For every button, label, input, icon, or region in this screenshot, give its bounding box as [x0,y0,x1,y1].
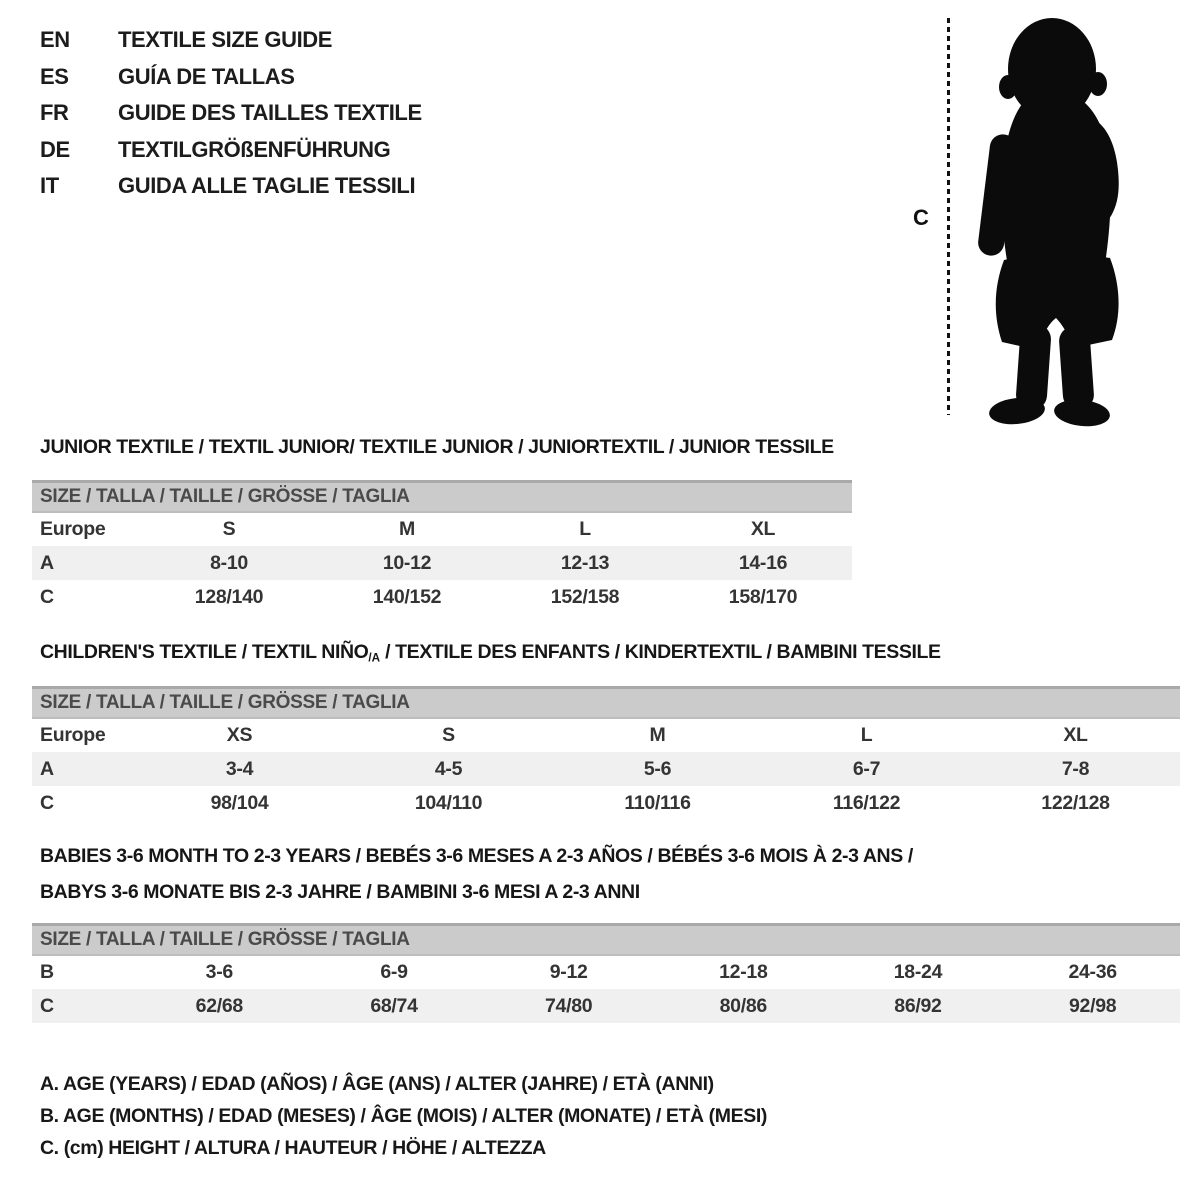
row-label: A [32,546,140,580]
size-cell: 92/98 [1005,989,1180,1023]
size-cell: 12-13 [496,546,674,580]
table-row-height [32,580,852,614]
height-measure-line [947,18,950,415]
size-header-row [32,925,1180,956]
junior-section-title: JUNIOR TEXTILE / TEXTIL JUNIOR/ TEXTILE JUNIOR / JUNIORTEXTIL / JUNIOR TESSILE [40,436,834,458]
row-label: Europe [40,518,106,540]
table-row-months [32,955,1180,989]
lang-code: ES [40,63,69,89]
size-cell: 4-5 [344,752,553,786]
size-cell: 18-24 [893,961,943,983]
lang-label: GUIDA ALLE TAGLIE TESSILI [118,173,416,198]
size-cell: 104/110 [414,791,483,814]
lang-row-it [40,168,422,205]
lang-row-fr [40,95,422,132]
height-measure-label: C [913,205,929,230]
size-cell: 158/170 [728,585,798,608]
size-cell: L [579,518,591,540]
size-cell: 24-36 [1068,961,1117,983]
children-section-title [40,641,941,664]
size-cell: 152/158 [550,585,620,608]
size-cell: 12-18 [719,961,768,983]
size-cell: 9-12 [549,961,588,983]
size-header-band: SIZE / TALLA / TAILLE / GRÖSSE / TAGLIA [32,482,852,513]
size-cell: 8-10 [140,546,318,580]
size-cell: XL [750,518,776,540]
lang-label: TEXTILGRÖßENFÜHRUNG [118,136,391,162]
size-cell: 122/128 [1041,791,1110,814]
size-cell: S [222,518,236,540]
lang-code: EN [40,27,70,52]
lang-label: TEXTILE SIZE GUIDE [118,27,333,52]
size-cell: 6-7 [762,752,971,786]
babies-size-table [32,923,1180,1023]
size-cell: XL [1063,724,1088,746]
table-row-age [32,752,1180,786]
table-row-europe [32,718,1180,752]
lang-code: IT [40,173,59,198]
table-row-height [32,786,1180,820]
table-row-height [32,989,1180,1023]
size-cell: 3-4 [135,752,344,786]
size-cell: 5-6 [553,752,762,786]
children-size-table [32,686,1180,820]
lang-code: FR [40,100,69,125]
table-row-age [32,546,852,580]
baby-silhouette-icon [962,12,1147,427]
row-label: C [40,791,54,814]
size-cell: M [399,518,415,540]
size-cell: 10-12 [318,546,496,580]
children-title-sub: /A [368,651,381,665]
row-label: B [40,961,54,983]
size-cell: L [860,724,873,746]
size-cell: 110/116 [624,791,691,814]
size-cell: 74/80 [481,989,656,1023]
size-cell: 128/140 [194,585,264,608]
size-cell: S [442,724,455,746]
lang-row-en [40,22,422,59]
row-label: C [32,989,132,1023]
size-cell: 98/104 [210,791,269,814]
size-header-band: SIZE / TALLA / TAILLE / GRÖSSE / TAGLIA [32,925,1180,956]
note-age-months: B. AGE (MONTHS) / EDAD (MESES) / ÂGE (MOIS) / ALTER (MONATE) / ETÀ (MESI) [40,1105,767,1127]
lang-row-de [40,132,422,169]
lang-label: GUÍA DE TALLAS [118,63,295,89]
table-row-europe [32,512,852,546]
size-cell: 80/86 [656,989,831,1023]
size-cell: 116/122 [832,791,901,814]
size-cell: 3-6 [205,961,233,983]
note-height-cm: C. (cm) HEIGHT / ALTURA / HAUTEUR / HÖHE / ALTEZZA [40,1137,546,1159]
row-label: Europe [40,724,106,746]
note-age-years: A. AGE (YEARS) / EDAD (AÑOS) / ÂGE (ANS) / ALTER (JAHRE) / ETÀ (ANNI) [40,1073,714,1095]
children-title-pre: CHILDREN'S TEXTILE / TEXTIL NIÑO [40,641,369,663]
size-cell: 68/74 [307,989,482,1023]
size-header-row [32,688,1180,719]
size-cell: 14-16 [674,546,852,580]
row-label: A [32,752,135,786]
lang-code: DE [40,136,70,162]
size-cell: XS [226,724,253,746]
language-header [40,22,422,205]
junior-size-table [32,480,852,614]
babies-section-title-line2: BABYS 3-6 MONATE BIS 2-3 JAHRE / BAMBINI 3-6 MESI A 2-3 ANNI [40,881,640,903]
children-title-post: / TEXTILE DES ENFANTS / KINDERTEXTIL / BAMBINI TESSILE [380,641,941,663]
size-cell: 62/68 [132,989,307,1023]
size-cell: 7-8 [971,752,1180,786]
babies-section-title-line1: BABIES 3-6 MONTH TO 2-3 YEARS / BEBÉS 3-6 MESES A 2-3 AÑOS / BÉBÉS 3-6 MOIS À 2-3 ANS / [40,845,913,867]
size-cell: 140/152 [372,585,442,608]
row-label: C [40,585,54,608]
lang-row-es [40,59,422,96]
size-cell: M [649,724,666,746]
size-cell: 6-9 [380,961,408,983]
size-header-band: SIZE / TALLA / TAILLE / GRÖSSE / TAGLIA [32,688,1180,719]
size-header-row [32,482,852,513]
size-cell: 86/92 [831,989,1006,1023]
legend-notes [40,1068,767,1164]
lang-label: GUIDE DES TAILLES TEXTILE [118,100,422,125]
